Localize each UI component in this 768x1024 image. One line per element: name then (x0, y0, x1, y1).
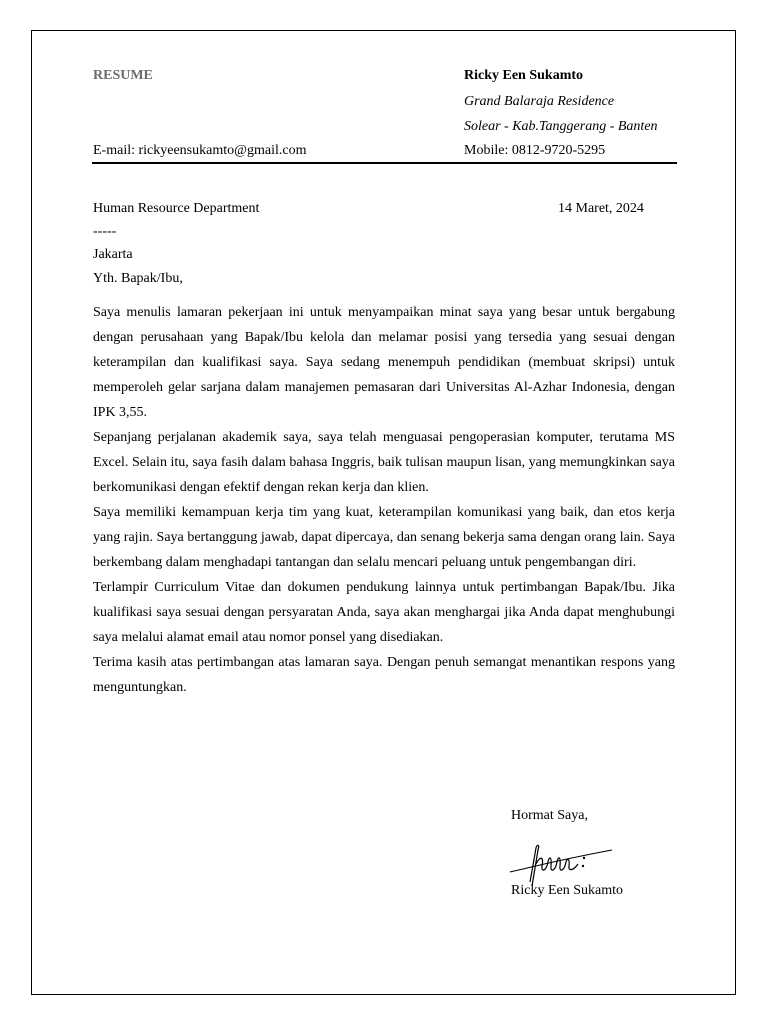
body-paragraph: Sepanjang perjalanan akademik saya, saya telah menguasai pengoperasian komputer, terutama MS Excel. Selain itu, saya fasih dalam bahasa Inggris, baik tulisan maupun lisan, yang memungkinkan saya berkomunikasi dengan efektif dengan rekan kerja dan klien. (93, 430, 675, 495)
separator-dashes: ----- (93, 224, 117, 239)
resume-label: RESUME (93, 68, 153, 83)
body-paragraph: Saya memiliki kemampuan kerja tim yang kuat, keterampilan komunikasi yang baik, dan etos kerja yang rajin. Saya bertanggung jawab, dapat dipercaya, dan senang bekerja sama dengan orang lain. Saya berkembang dalam menghadapi tantangan dan selalu mencari peluang untuk pengembangan diri. (93, 505, 675, 570)
body-paragraph: Terima kasih atas pertimbangan atas lamaran saya. Dengan penuh semangat menantikan respons yang menguntungkan. (93, 655, 675, 695)
mobile-number: Mobile: 0812-9720-5295 (464, 143, 606, 158)
letter-date: 14 Maret, 2024 (558, 201, 644, 216)
signer-name: Ricky Een Sukamto (511, 883, 623, 898)
email-address: E-mail: rickyeensukamto@gmail.com (93, 143, 307, 158)
applicant-name: Ricky Een Sukamto (464, 68, 584, 83)
recipient: Human Resource Department (93, 201, 260, 216)
address-line-2: Solear - Kab.Tanggerang - Banten (464, 119, 658, 134)
body-paragraph: Saya menulis lamaran pekerjaan ini untuk menyampaikan minat saya yang besar untuk bergabung dengan perusahaan yang Bapak/Ibu kelola dan melamar posisi yang tersedia yang sesuai dengan keterampilan dan kualifikasi saya. Saya sedang menempuh pendidikan (membuat skripsi) untuk memperoleh gelar sarjana dalam manajemen pemasaran dari Universitas Al-Azhar Indonesia, dengan IPK 3,55. (93, 305, 675, 420)
letter-body (93, 300, 675, 700)
header-divider (92, 162, 677, 164)
address-line-1: Grand Balaraja Residence (464, 94, 615, 109)
closing: Hormat Saya, (511, 808, 588, 823)
salutation: Yth. Bapak/Ibu, (93, 271, 183, 286)
body-paragraph: Terlampir Curriculum Vitae dan dokumen pendukung lainnya untuk pertimbangan Bapak/Ibu. Jika kualifikasi saya sesuai dengan persyaratan Anda, saya akan menghargai jika Anda dapat menghubungi saya melalui alamat email atau nomor ponsel yang disediakan. (93, 580, 675, 645)
recipient-city: Jakarta (93, 247, 133, 262)
